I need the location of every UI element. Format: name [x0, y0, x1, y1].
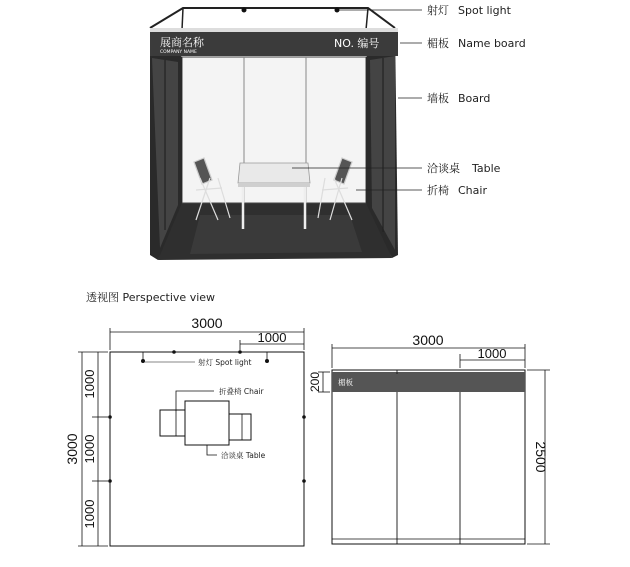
name-board-white [150, 28, 398, 32]
header-title: 展商名称 [160, 36, 204, 49]
plan-subwidth-dim: 1000 [257, 330, 287, 345]
perspective-view [150, 3, 526, 260]
top-frame-inner [182, 8, 183, 30]
plan-view [64, 315, 306, 546]
table-apron [238, 183, 310, 187]
perspective-caption: 透视图 Perspective view [86, 291, 216, 304]
callout-table-en: Table [472, 162, 501, 175]
table-top [238, 163, 310, 183]
callout-table-zh: 洽谈桌 [427, 162, 460, 175]
plan-table [185, 401, 229, 445]
callout-board-en: Board [458, 92, 491, 105]
callout-chair-en: Chair [458, 184, 487, 197]
callout-name-board-en: Name board [458, 37, 526, 50]
elev-width-dim: 3000 [412, 332, 444, 348]
plan-width-dim: 3000 [191, 315, 223, 331]
plan-chair-left [160, 410, 185, 436]
plan-chair-label: 折叠椅 Chair [219, 387, 264, 396]
callout-spot-light-en: Spot light [458, 4, 511, 17]
plan-chair-right [229, 414, 251, 440]
elev-fascia-dim: 200 [308, 371, 322, 393]
top-frame [150, 8, 395, 28]
elevation-fascia [332, 372, 525, 392]
elevation-outline [332, 370, 525, 544]
header-subtitle: COMPANY NAME [160, 50, 197, 55]
plan-spot-light-label: 射灯 Spot light [198, 358, 252, 367]
top-frame-inner [366, 8, 368, 30]
callout-board-zh: 墙板 [427, 92, 449, 105]
plan-segment-dim-2: 1000 [82, 434, 97, 464]
elev-subwidth-dim: 1000 [477, 346, 507, 361]
elev-height-dim: 2500 [533, 441, 549, 473]
plan-spot-light-marker [141, 359, 145, 363]
spot-light-marker [242, 8, 247, 13]
plan-depth-dim: 3000 [64, 433, 80, 465]
plan-segment-dim-3: 1000 [82, 499, 97, 529]
callout-name-board-zh: 楣板 [427, 37, 449, 50]
floor-highlight [190, 215, 362, 254]
plan-segment-dim-1: 1000 [82, 369, 97, 399]
elevation-view [308, 332, 550, 544]
header-no: NO. 编号 [334, 37, 380, 50]
plan-spot-light-marker [265, 359, 269, 363]
plan-table-label: 洽谈桌 Table [221, 451, 266, 460]
spot-light-marker [335, 8, 340, 13]
callout-chair-zh: 折椅 [427, 184, 449, 197]
callout-spot-light-zh: 射灯 [427, 4, 449, 17]
elevation-fascia-label: 楣板 [338, 378, 353, 387]
